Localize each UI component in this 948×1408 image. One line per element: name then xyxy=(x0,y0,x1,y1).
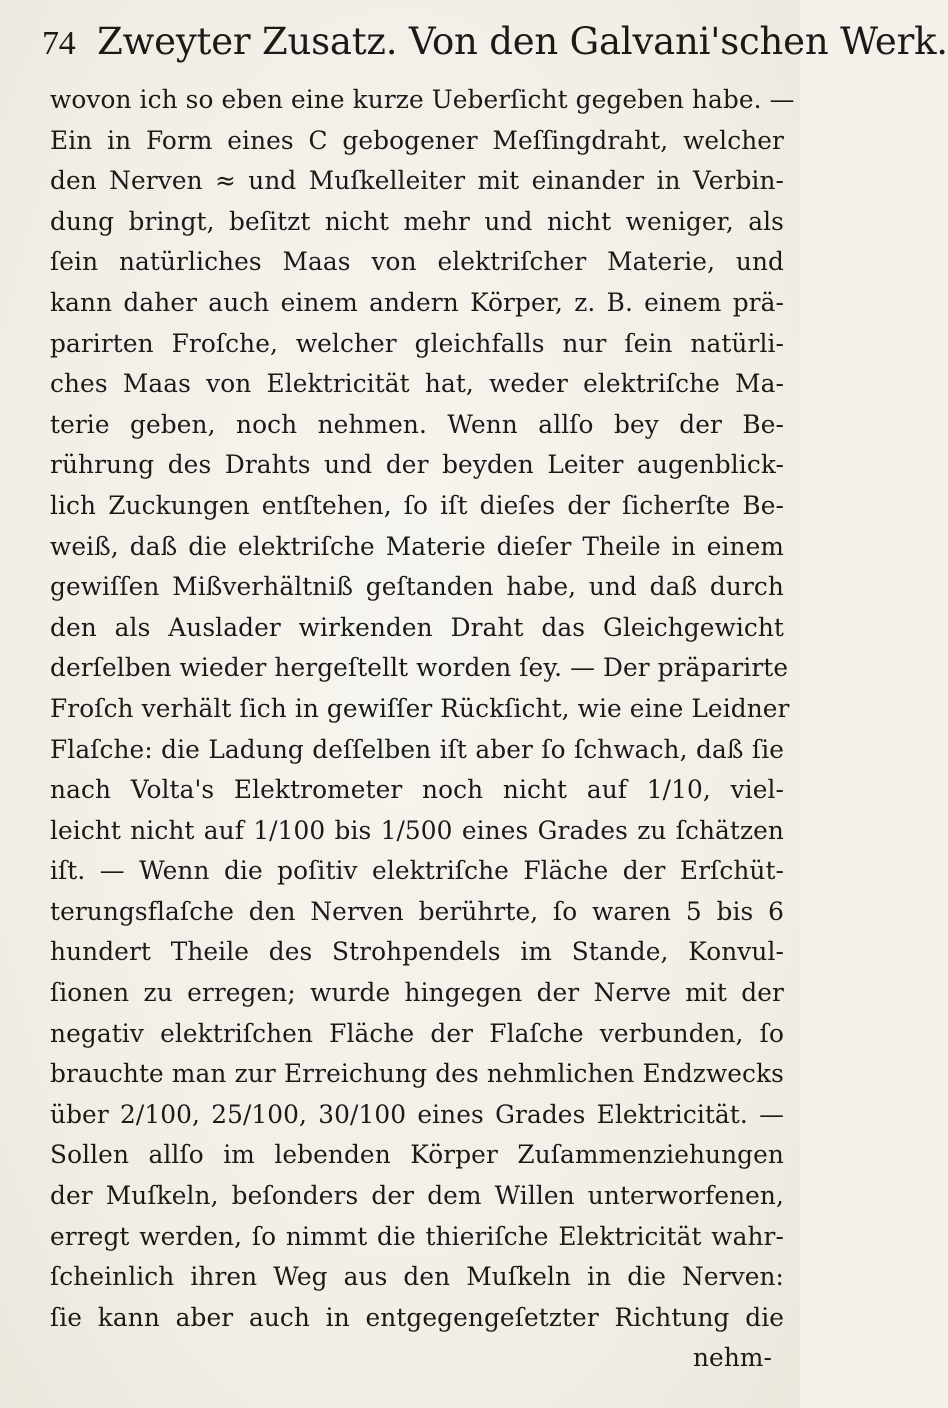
text-line: über 2/100, 25/100, 30/100 eines Grades Elektricität. — xyxy=(50,1099,784,1129)
text-line: parirten Froſche, welcher gleichfalls nur ſein natürli- xyxy=(50,328,784,358)
text-line: den Nerven ≈ und Muſkelleiter mit einander in Verbin- xyxy=(50,166,784,196)
text-line: derſelben wieder hergeſtellt worden ſey. — Der präparirte xyxy=(50,653,789,683)
text-line: ſie kann aber auch in entgegengeſetzter Richtung die xyxy=(50,1302,784,1332)
running-title: Zweyter Zusatz. Von den Galvani'schen Werk. xyxy=(97,20,948,63)
text-line: nach Volta's Elektrometer noch nicht auf 1/10, viel- xyxy=(50,775,784,805)
text-line: ſionen zu erregen; wurde hingegen der Nerve mit der xyxy=(50,978,784,1008)
text-line: brauchte man zur Erreichung des nehmlichen Endzwecks xyxy=(50,1059,784,1089)
text-line: negativ elektriſchen Fläche der Flaſche verbunden, ſo xyxy=(50,1018,784,1048)
text-line: Flaſche: die Ladung deſſelben iſt aber ſo ſchwach, daß ſie xyxy=(50,734,784,764)
page-number: 74 xyxy=(42,25,76,62)
text-line: wovon ich so eben eine kurze Ueberſicht gegeben habe. — xyxy=(50,85,795,114)
text-line: weiß, daß die elektriſche Materie dieſer Theile in einem xyxy=(50,531,784,561)
text-line: den als Auslader wirkenden Draht das Gleichgewicht xyxy=(50,612,784,642)
text-line: gewiſſen Mißverhältniß geſtanden habe, und daß durch xyxy=(50,572,784,602)
text-line: kann daher auch einem andern Körper, z. B. einem prä- xyxy=(50,287,784,317)
text-line: der Muſkeln, beſonders der dem Willen unterworfenen, xyxy=(50,1181,784,1211)
text-line: erregt werden, ſo nimmt die thieriſche Elektricität wahr- xyxy=(50,1221,784,1251)
text-line: Sollen allſo im lebenden Körper Zuſammenziehungen xyxy=(50,1140,784,1170)
text-line: iſt. — Wenn die poſitiv elektriſche Fläche der Erſchüt- xyxy=(50,856,784,886)
text-line: lich Zuckungen entſtehen, ſo iſt dieſes der ſicherſte Be- xyxy=(50,490,784,520)
text-line: hundert Theile des Strohpendels im Stande, Konvul- xyxy=(50,937,784,967)
text-line: leicht nicht auf 1/100 bis 1/500 eines Grades zu ſchätzen xyxy=(50,815,784,845)
text-line: ſein natürliches Maas von elektriſcher Materie, und xyxy=(50,247,784,277)
text-line: terie geben, noch nehmen. Wenn allſo bey der Be- xyxy=(50,409,784,439)
running-header xyxy=(42,12,948,72)
text-line: ches Maas von Elektricität hat, weder elektriſche Ma- xyxy=(50,369,784,399)
text-line: rührung des Drahts und der beyden Leiter augenblick- xyxy=(50,450,784,480)
text-line: ſcheinlich ihren Weg aus den Muſkeln in die Nerven: xyxy=(50,1262,784,1292)
body-text xyxy=(50,80,795,1379)
catchword: nehm- xyxy=(692,1343,772,1373)
text-line: Froſch verhält ſich in gewiſſer Rückſicht, wie eine Leidner xyxy=(50,693,790,723)
text-line: terungsflaſche den Nerven berührte, ſo waren 5 bis 6 xyxy=(50,896,784,926)
text-line: Ein in Form eines C gebogener Meſſingdraht, welcher xyxy=(50,125,784,155)
text-line: dung bringt, beſitzt nicht mehr und nicht weniger, als xyxy=(50,206,784,236)
